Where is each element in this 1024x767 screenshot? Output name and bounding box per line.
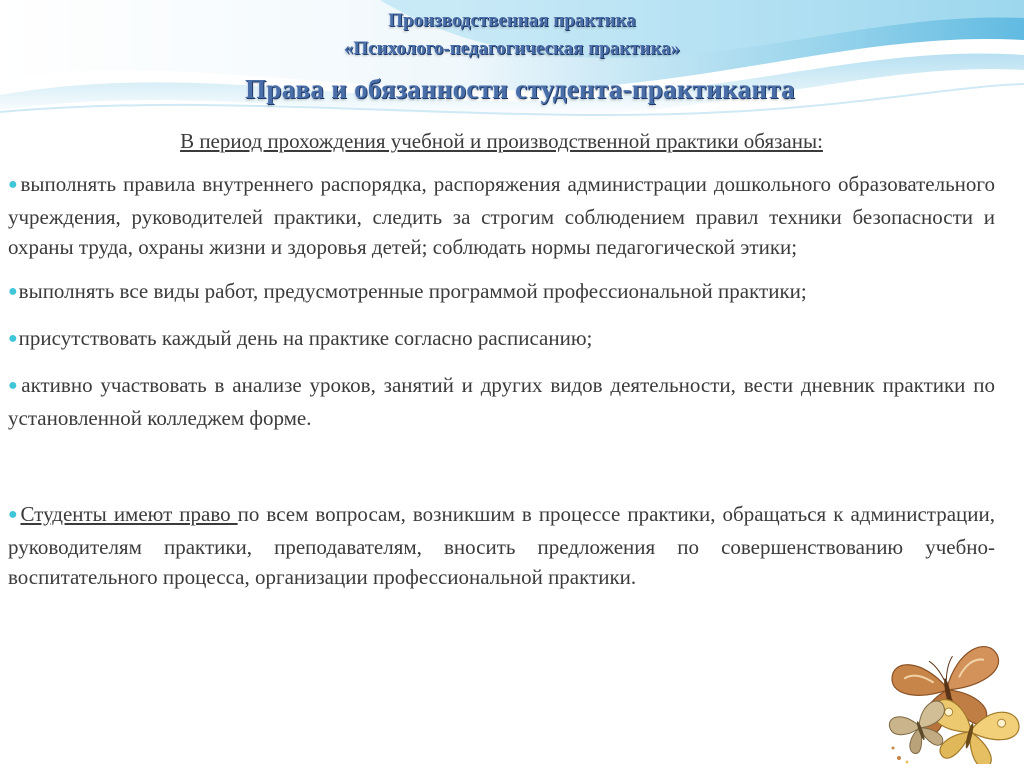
bullet-icon: ● <box>8 377 21 394</box>
bullet-icon: ● <box>8 330 18 347</box>
rights-item <box>8 499 995 592</box>
butterflies-icon <box>885 640 1021 764</box>
duty-text: присутствовать каждый день на практике согласно расписанию; <box>18 326 593 350</box>
header-line-1: Производственная практика <box>388 10 636 31</box>
duty-item <box>8 370 995 433</box>
header-line-2: «Психолого-педагогическая практика» <box>343 38 681 59</box>
duty-item <box>8 276 995 309</box>
duty-text: выполнять правила внутреннего распорядка, распоряжения администрации дошкольного образовательного учреждения, руководителей практики, следить за строгим соблюдением правил техники безопасности и охраны труда, охраны жизни и здоровья детей; соблюдать нормы педагогической этики; <box>8 172 995 259</box>
slide-body <box>8 126 995 606</box>
rights-lead: Студенты имеют право <box>20 502 238 526</box>
duty-item <box>8 323 995 356</box>
section-gap <box>8 447 995 499</box>
bullet-icon: ● <box>8 176 20 193</box>
rights-text: по всем вопросам, возникшим в процессе практики, обращаться к администрации, руководителям практики, преподавателям, вносить предложения по совершенствованию учебно-воспитательного процесса, организации профессиональной практики. <box>8 502 995 589</box>
duty-text: выполнять все виды работ, предусмотренные программой профессиональной практики; <box>18 279 807 303</box>
slide-title: Права и обязанности студента-практиканта <box>245 74 795 104</box>
duties-intro: В период прохождения учебной и производственной практики обязаны: <box>180 129 823 153</box>
bullet-icon: ● <box>8 506 20 523</box>
duty-item <box>8 169 995 262</box>
duty-text: активно участвовать в анализе уроков, занятий и других видов деятельности, вести дневник практики по установленной колледжем форме. <box>8 373 995 430</box>
bullet-icon: ● <box>8 283 18 300</box>
